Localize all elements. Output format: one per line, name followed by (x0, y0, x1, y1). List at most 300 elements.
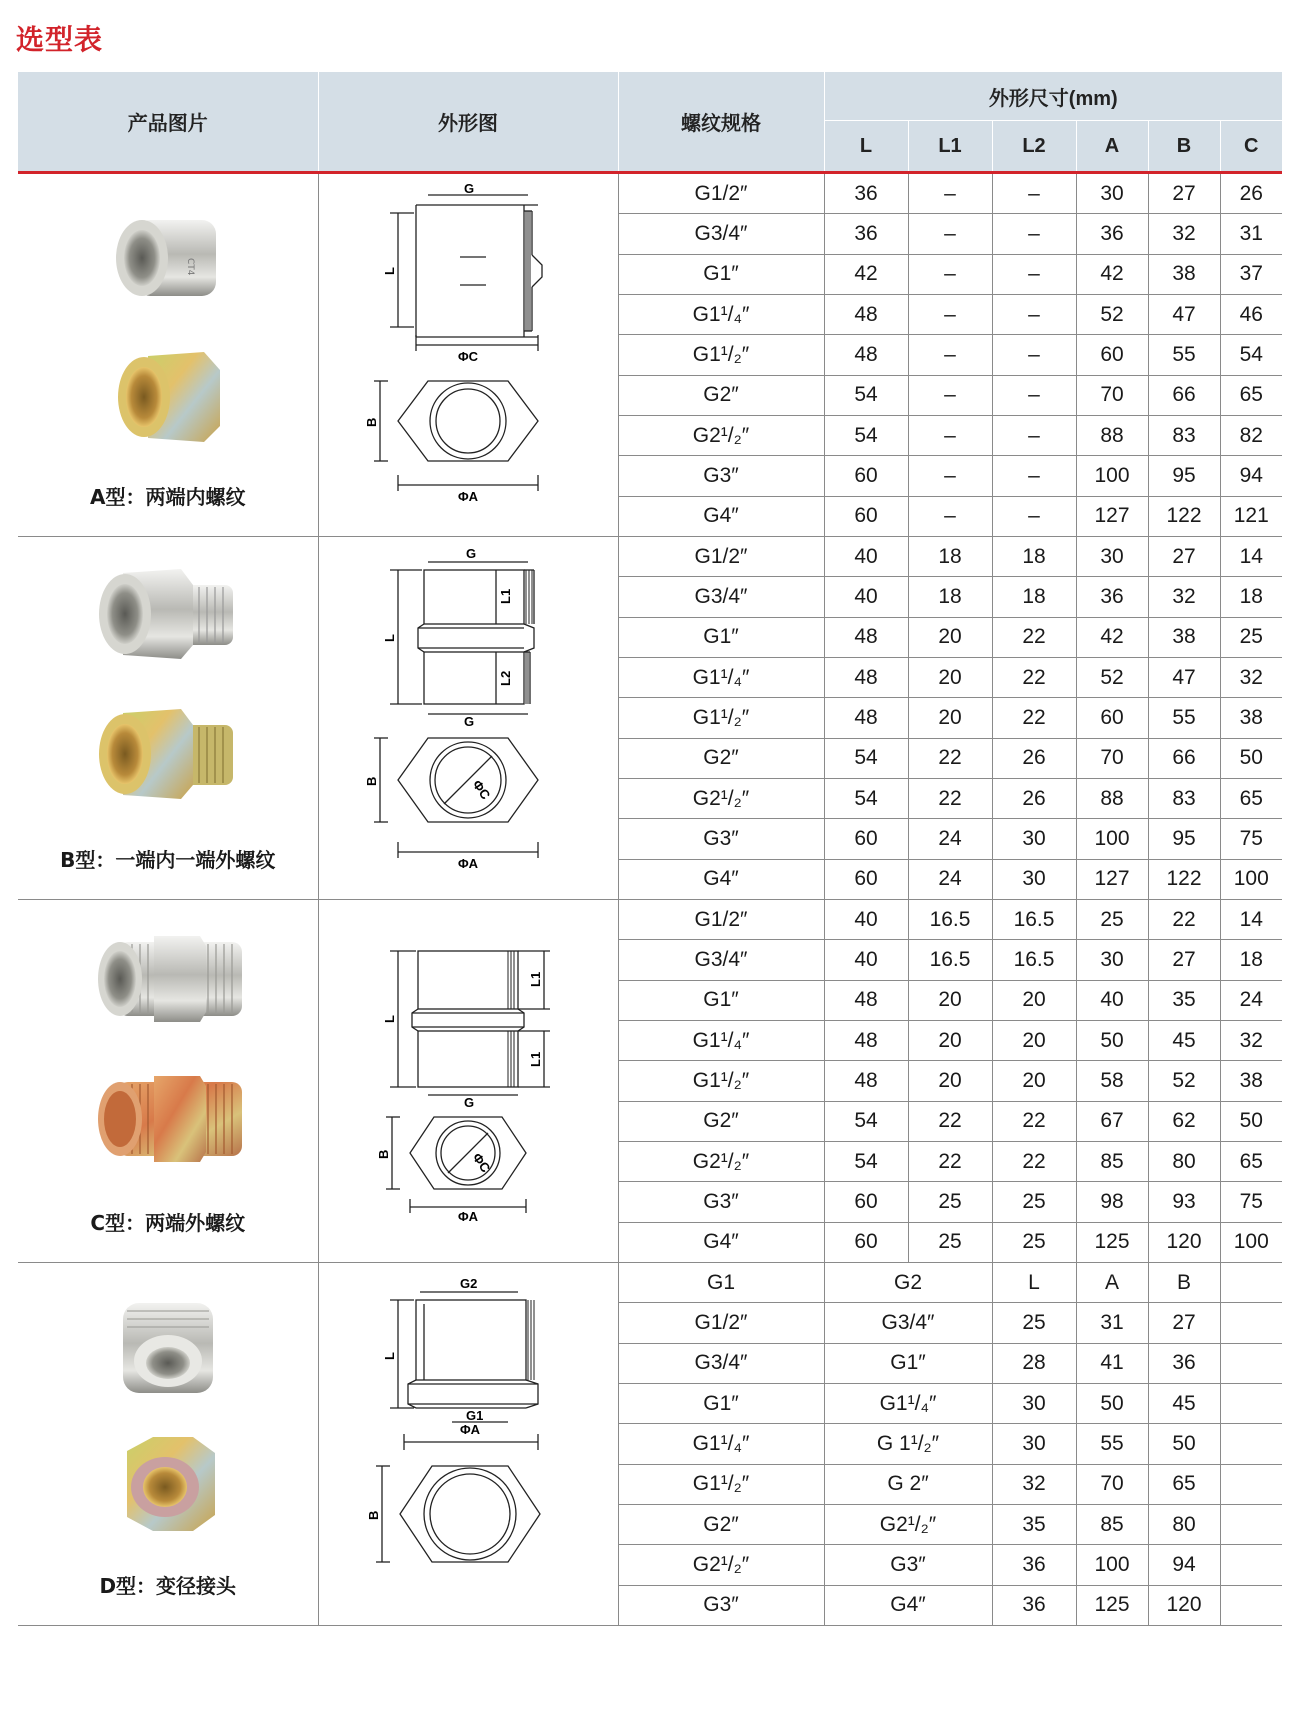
dimension-cell: 22 (992, 1101, 1076, 1141)
thread-g2-cell: G1¹/₄″ (824, 1383, 992, 1423)
dimension-cell: 60 (824, 1222, 908, 1262)
dimension-cell: 22 (992, 698, 1076, 738)
thread-g2-cell: G1″ (824, 1343, 992, 1383)
dimension-cell: 88 (1076, 778, 1148, 818)
product-image-cell (18, 537, 318, 900)
dimension-cell: 95 (1148, 819, 1220, 859)
type-d-outline-drawing (368, 1274, 568, 1614)
dimension-cell: 36 (824, 173, 908, 214)
thread-g1-cell: G2¹/₂″ (618, 1545, 824, 1585)
dimension-cell: 37 (1220, 254, 1282, 294)
product-image-cell (18, 173, 318, 537)
thread-spec-cell: G2¹/₂″ (618, 1141, 824, 1181)
table-row (18, 173, 1282, 214)
dimension-cell: 14 (1220, 537, 1282, 577)
dimension-cell: 50 (1220, 738, 1282, 778)
empty-cell (1220, 1343, 1282, 1383)
empty-cell (1220, 1263, 1282, 1303)
dimension-cell: 22 (992, 1141, 1076, 1181)
dimension-cell: 50 (1076, 1020, 1148, 1060)
type-c-label: C型：两端外螺纹 (90, 1211, 246, 1235)
product-image-cell (18, 900, 318, 1263)
thread-spec-cell: G4″ (618, 1222, 824, 1262)
thread-spec-cell: G3″ (618, 456, 824, 496)
thread-spec-cell: G2″ (618, 375, 824, 415)
dimension-cell: – (908, 254, 992, 294)
dimension-cell: 100 (1076, 819, 1148, 859)
thread-spec-cell: G2¹/₂″ (618, 778, 824, 818)
drawing-label-phia: ΦA (460, 1422, 481, 1437)
dimension-cell: 127 (1076, 496, 1148, 536)
drawing-label-g-bottom: G (464, 714, 475, 729)
header-dimensions: 外形尺寸(mm) (824, 72, 1282, 121)
svg-text:CT4: CT4 (184, 258, 195, 276)
drawing-label-phia: ΦA (458, 856, 479, 871)
thread-g1-cell: G1¹/₄″ (618, 1424, 824, 1464)
dimension-cell: 42 (824, 254, 908, 294)
drawing-label-b: B (376, 1149, 391, 1159)
header-thread-spec: 螺纹规格 (618, 72, 824, 173)
thread-g2-cell: G2¹/₂″ (824, 1504, 992, 1544)
drawing-label-g2: G2 (460, 1276, 478, 1291)
dimension-cell: – (992, 375, 1076, 415)
dimension-cell: 40 (824, 940, 908, 980)
dimension-cell: 55 (1148, 698, 1220, 738)
dimension-cell: 35 (992, 1504, 1076, 1544)
type-a-label: A型：两端内螺纹 (90, 485, 246, 509)
subheader-cell: G2 (824, 1263, 992, 1303)
dimension-cell: 25 (908, 1182, 992, 1222)
dimension-cell: 35 (1148, 980, 1220, 1020)
dimension-cell: 65 (1220, 778, 1282, 818)
dimension-cell: 36 (1076, 577, 1148, 617)
dimension-cell: 60 (824, 1182, 908, 1222)
dimension-cell: 125 (1076, 1585, 1148, 1625)
zinc-male-female-photo (93, 699, 243, 809)
dimension-cell: 94 (1220, 456, 1282, 496)
drawing-label-phia: ΦA (458, 489, 479, 504)
dimension-cell: 24 (908, 819, 992, 859)
thread-spec-cell: G3″ (618, 1182, 824, 1222)
dimension-cell: 41 (1076, 1343, 1148, 1383)
selection-table (18, 72, 1282, 1626)
dimension-cell: 26 (992, 738, 1076, 778)
dimension-cell: 46 (1220, 294, 1282, 334)
dimension-cell: 30 (992, 859, 1076, 899)
dimension-cell: – (992, 294, 1076, 334)
empty-cell (1220, 1424, 1282, 1464)
dimension-cell: 32 (1220, 657, 1282, 697)
dimension-cell: 24 (908, 859, 992, 899)
thread-spec-cell: G1¹/₂″ (618, 1061, 824, 1101)
dimension-cell: 125 (1076, 1222, 1148, 1262)
dimension-cell: 122 (1148, 859, 1220, 899)
drawing-label-l2: L2 (498, 670, 513, 686)
dimension-cell: – (992, 415, 1076, 455)
header-dim-l1: L1 (908, 121, 992, 173)
dimension-cell: 40 (824, 537, 908, 577)
dimension-cell: 60 (1076, 335, 1148, 375)
dimension-cell: 65 (1220, 375, 1282, 415)
thread-spec-cell: G1/2″ (618, 173, 824, 214)
thread-spec-cell: G1″ (618, 617, 824, 657)
dimension-cell: 18 (908, 577, 992, 617)
page-title: 选型表 (16, 23, 104, 56)
dimension-cell: 38 (1220, 698, 1282, 738)
dimension-cell: – (908, 294, 992, 334)
dimension-cell: 122 (1148, 496, 1220, 536)
dimension-cell: 83 (1148, 415, 1220, 455)
type-b-outline-drawing (364, 546, 568, 888)
dimension-cell: – (908, 173, 992, 214)
dimension-cell: 45 (1148, 1020, 1220, 1060)
thread-spec-cell: G3/4″ (618, 214, 824, 254)
dimension-cell: 60 (824, 819, 908, 859)
dimension-cell: 47 (1148, 657, 1220, 697)
dimension-cell: 30 (1076, 173, 1148, 214)
drawing-label-phic: ΦC (469, 1150, 494, 1176)
outline-drawing-cell (318, 1263, 618, 1626)
thread-spec-cell: G1/2″ (618, 900, 824, 940)
dimension-cell: 22 (908, 1101, 992, 1141)
dimension-cell: 20 (908, 617, 992, 657)
dimension-cell: 48 (824, 657, 908, 697)
dimension-cell: 20 (992, 1020, 1076, 1060)
zinc-reducer-photo (103, 1429, 233, 1539)
dimension-cell: 121 (1220, 496, 1282, 536)
dimension-cell: 75 (1220, 1182, 1282, 1222)
product-image-cell (18, 1263, 318, 1626)
dimension-cell: – (992, 254, 1076, 294)
dimension-cell: 31 (1076, 1303, 1148, 1343)
dimension-cell: 95 (1148, 456, 1220, 496)
dimension-cell: 100 (1220, 859, 1282, 899)
drawing-label-phic: ΦC (458, 349, 479, 364)
drawing-label-l: L (382, 1352, 397, 1360)
dimension-cell: 38 (1148, 617, 1220, 657)
dimension-cell: – (992, 214, 1076, 254)
dimension-cell: 18 (992, 537, 1076, 577)
dimension-cell: 98 (1076, 1182, 1148, 1222)
dimension-cell: 42 (1076, 254, 1148, 294)
dimension-cell: 120 (1148, 1585, 1220, 1625)
dimension-cell: 80 (1148, 1141, 1220, 1181)
dimension-cell: 22 (992, 617, 1076, 657)
dimension-cell: – (908, 456, 992, 496)
dimension-cell: 60 (824, 496, 908, 536)
dimension-cell: 85 (1076, 1504, 1148, 1544)
dimension-cell: 70 (1076, 738, 1148, 778)
dimension-cell: 26 (1220, 173, 1282, 214)
dimension-cell: 48 (824, 294, 908, 334)
dimension-cell: 127 (1076, 859, 1148, 899)
dimension-cell: 50 (1148, 1424, 1220, 1464)
drawing-label-l1-top: L1 (528, 971, 543, 987)
empty-cell (1220, 1585, 1282, 1625)
dimension-cell: 22 (908, 1141, 992, 1181)
stainless-reducer-photo (103, 1291, 233, 1401)
dimension-cell: – (992, 173, 1076, 214)
dimension-cell: 93 (1148, 1182, 1220, 1222)
dimension-cell: 52 (1076, 657, 1148, 697)
header-dim-a: A (1076, 121, 1148, 173)
thread-spec-cell: G1¹/₄″ (618, 657, 824, 697)
dimension-cell: 100 (1076, 1545, 1148, 1585)
thread-spec-cell: G1/2″ (618, 537, 824, 577)
dimension-cell: 22 (1148, 900, 1220, 940)
dimension-cell: 14 (1220, 900, 1282, 940)
dimension-cell: 48 (824, 698, 908, 738)
dimension-cell: 82 (1220, 415, 1282, 455)
dimension-cell: – (908, 496, 992, 536)
dimension-cell: 48 (824, 1020, 908, 1060)
thread-spec-cell: G4″ (618, 859, 824, 899)
thread-g1-cell: G2″ (618, 1504, 824, 1544)
thread-spec-cell: G2″ (618, 738, 824, 778)
table-row (18, 900, 1282, 940)
dimension-cell: 18 (992, 577, 1076, 617)
dimension-cell: 66 (1148, 375, 1220, 415)
empty-cell (1220, 1303, 1282, 1343)
dimension-cell: 48 (824, 335, 908, 375)
dimension-cell: 24 (1220, 980, 1282, 1020)
dimension-cell: 20 (992, 980, 1076, 1020)
dimension-cell: 65 (1148, 1464, 1220, 1504)
type-b-label: B型：一端内一端外螺纹 (60, 848, 276, 872)
dimension-cell: 40 (1076, 980, 1148, 1020)
dimension-cell: 54 (824, 778, 908, 818)
dimension-cell: 66 (1148, 738, 1220, 778)
dimension-cell: 25 (908, 1222, 992, 1262)
dimension-cell: 20 (908, 657, 992, 697)
dimension-cell: 20 (908, 1020, 992, 1060)
dimension-cell: 27 (1148, 940, 1220, 980)
table-row (18, 537, 1282, 577)
table-body (18, 173, 1282, 1626)
dimension-cell: 38 (1148, 254, 1220, 294)
stainless-nipple-photo (88, 924, 248, 1034)
dimension-cell: 45 (1148, 1383, 1220, 1423)
header-dim-b: B (1148, 121, 1220, 173)
dimension-cell: 22 (908, 778, 992, 818)
dimension-cell: 30 (992, 819, 1076, 859)
dimension-cell: 42 (1076, 617, 1148, 657)
dimension-cell: 36 (992, 1585, 1076, 1625)
dimension-cell: 62 (1148, 1101, 1220, 1141)
dimension-cell: 83 (1148, 778, 1220, 818)
thread-g2-cell: G 1¹/₂″ (824, 1424, 992, 1464)
zinc-coupling-photo (108, 342, 228, 452)
dimension-cell: 70 (1076, 1464, 1148, 1504)
dimension-cell: 60 (1076, 698, 1148, 738)
dimension-cell: 26 (992, 778, 1076, 818)
dimension-cell: 27 (1148, 1303, 1220, 1343)
dimension-cell: 100 (1220, 1222, 1282, 1262)
dimension-cell: 52 (1076, 294, 1148, 334)
stainless-male-female-photo (93, 559, 243, 669)
dimension-cell: 20 (908, 1061, 992, 1101)
dimension-cell: 80 (1148, 1504, 1220, 1544)
dimension-cell: 25 (992, 1303, 1076, 1343)
dimension-cell: 70 (1076, 375, 1148, 415)
type-c-outline-drawing (368, 921, 568, 1241)
drawing-label-l1: L1 (498, 588, 513, 604)
dimension-cell: 31 (1220, 214, 1282, 254)
dimension-cell: 18 (1220, 940, 1282, 980)
header-dim-l2: L2 (992, 121, 1076, 173)
subheader-cell: L (992, 1263, 1076, 1303)
dimension-cell: 54 (824, 738, 908, 778)
dimension-cell: 55 (1148, 335, 1220, 375)
dimension-cell: 36 (1148, 1343, 1220, 1383)
dimension-cell: 32 (992, 1464, 1076, 1504)
dimension-cell: 36 (824, 214, 908, 254)
dimension-cell: 54 (824, 1141, 908, 1181)
drawing-label-phic: ΦC (469, 777, 494, 803)
dimension-cell: – (908, 214, 992, 254)
thread-spec-cell: G1¹/₄″ (618, 1020, 824, 1060)
thread-g2-cell: G 2″ (824, 1464, 992, 1504)
dimension-cell: 50 (1220, 1101, 1282, 1141)
dimension-cell: 30 (992, 1383, 1076, 1423)
drawing-label-g: G (464, 181, 475, 196)
outline-drawing-cell (318, 537, 618, 900)
thread-spec-cell: G3/4″ (618, 577, 824, 617)
empty-cell (1220, 1383, 1282, 1423)
dimension-cell: 25 (992, 1182, 1076, 1222)
dimension-cell: 40 (824, 577, 908, 617)
dimension-cell: 25 (992, 1222, 1076, 1262)
dimension-cell: 100 (1076, 456, 1148, 496)
dimension-cell: 18 (1220, 577, 1282, 617)
subheader-cell: B (1148, 1263, 1220, 1303)
header-dim-l: L (824, 121, 908, 173)
dimension-cell: – (908, 335, 992, 375)
dimension-cell: 94 (1148, 1545, 1220, 1585)
thread-g1-cell: G3″ (618, 1585, 824, 1625)
thread-spec-cell: G3″ (618, 819, 824, 859)
dimension-cell: 60 (824, 456, 908, 496)
dimension-cell: 52 (1148, 1061, 1220, 1101)
thread-spec-cell: G3/4″ (618, 940, 824, 980)
dimension-cell: 22 (992, 657, 1076, 697)
dimension-cell: 22 (908, 738, 992, 778)
drawing-label-l1-bottom: L1 (528, 1051, 543, 1067)
dimension-cell: 28 (992, 1343, 1076, 1383)
dimension-cell: 27 (1148, 537, 1220, 577)
dimension-cell: 50 (1076, 1383, 1148, 1423)
dimension-cell: 40 (824, 900, 908, 940)
dimension-cell: – (908, 375, 992, 415)
thread-spec-cell: G1″ (618, 980, 824, 1020)
thread-spec-cell: G1¹/₂″ (618, 335, 824, 375)
subheader-cell: G1 (618, 1263, 824, 1303)
dimension-cell: – (992, 496, 1076, 536)
thread-spec-cell: G2¹/₂″ (618, 415, 824, 455)
dimension-cell: 32 (1148, 577, 1220, 617)
dimension-cell: 54 (824, 415, 908, 455)
type-d-label: D型：变径接头 (99, 1574, 237, 1598)
dimension-cell: 65 (1220, 1141, 1282, 1181)
dimension-cell: 48 (824, 1061, 908, 1101)
dimension-cell: 48 (824, 617, 908, 657)
dimension-cell: 38 (1220, 1061, 1282, 1101)
outline-drawing-cell (318, 173, 618, 537)
dimension-cell: 54 (824, 1101, 908, 1141)
dimension-cell: 55 (1076, 1424, 1148, 1464)
dimension-cell: 20 (908, 980, 992, 1020)
thread-g2-cell: G4″ (824, 1585, 992, 1625)
thread-spec-cell: G2″ (618, 1101, 824, 1141)
dimension-cell: – (908, 415, 992, 455)
dimension-cell: 58 (1076, 1061, 1148, 1101)
type-a-outline-drawing (364, 181, 568, 525)
dimension-cell: 88 (1076, 415, 1148, 455)
thread-spec-cell: G1¹/₄″ (618, 294, 824, 334)
drawing-label-b: B (364, 776, 379, 786)
table-header (18, 72, 1282, 173)
drawing-label-b: B (364, 417, 379, 427)
dimension-cell: 16.5 (908, 940, 992, 980)
dimension-cell: 54 (1220, 335, 1282, 375)
drawing-label-g: G (464, 1095, 475, 1110)
copper-nipple-photo (88, 1064, 248, 1174)
stainless-coupling-photo (108, 202, 228, 312)
header-dim-c: C (1220, 121, 1282, 173)
dimension-cell: 60 (824, 859, 908, 899)
thread-g1-cell: G1/2″ (618, 1303, 824, 1343)
thread-spec-cell: G1″ (618, 254, 824, 294)
thread-g1-cell: G3/4″ (618, 1343, 824, 1383)
drawing-label-l: L (382, 634, 397, 642)
drawing-label-phia: ΦA (458, 1209, 479, 1224)
header-product-image: 产品图片 (18, 72, 318, 173)
dimension-cell: 120 (1148, 1222, 1220, 1262)
dimension-cell: 25 (1076, 900, 1148, 940)
subheader-cell: A (1076, 1263, 1148, 1303)
dimension-cell: 32 (1220, 1020, 1282, 1060)
dimension-cell: 32 (1148, 214, 1220, 254)
drawing-label-g-top: G (466, 546, 477, 561)
dimension-cell: 30 (992, 1424, 1076, 1464)
dimension-cell: 16.5 (992, 940, 1076, 980)
dimension-cell: 30 (1076, 537, 1148, 577)
drawing-label-b: B (366, 1510, 381, 1520)
dimension-cell: 67 (1076, 1101, 1148, 1141)
empty-cell (1220, 1464, 1282, 1504)
outline-drawing-cell (318, 900, 618, 1263)
dimension-cell: 27 (1148, 173, 1220, 214)
dimension-cell: 20 (908, 698, 992, 738)
thread-g2-cell: G3″ (824, 1545, 992, 1585)
dimension-cell: 47 (1148, 294, 1220, 334)
dimension-cell: 75 (1220, 819, 1282, 859)
dimension-cell: 20 (992, 1061, 1076, 1101)
dimension-cell: 48 (824, 980, 908, 1020)
thread-spec-cell: G4″ (618, 496, 824, 536)
dimension-cell: 36 (1076, 214, 1148, 254)
dimension-cell: – (992, 456, 1076, 496)
thread-g1-cell: G1″ (618, 1383, 824, 1423)
dimension-cell: 18 (908, 537, 992, 577)
thread-g2-cell: G3/4″ (824, 1303, 992, 1343)
dimension-cell: 54 (824, 375, 908, 415)
dimension-cell: 25 (1220, 617, 1282, 657)
table-row (18, 1263, 1282, 1303)
drawing-label-l: L (382, 267, 397, 275)
dimension-cell: – (992, 335, 1076, 375)
dimension-cell: 36 (992, 1545, 1076, 1585)
